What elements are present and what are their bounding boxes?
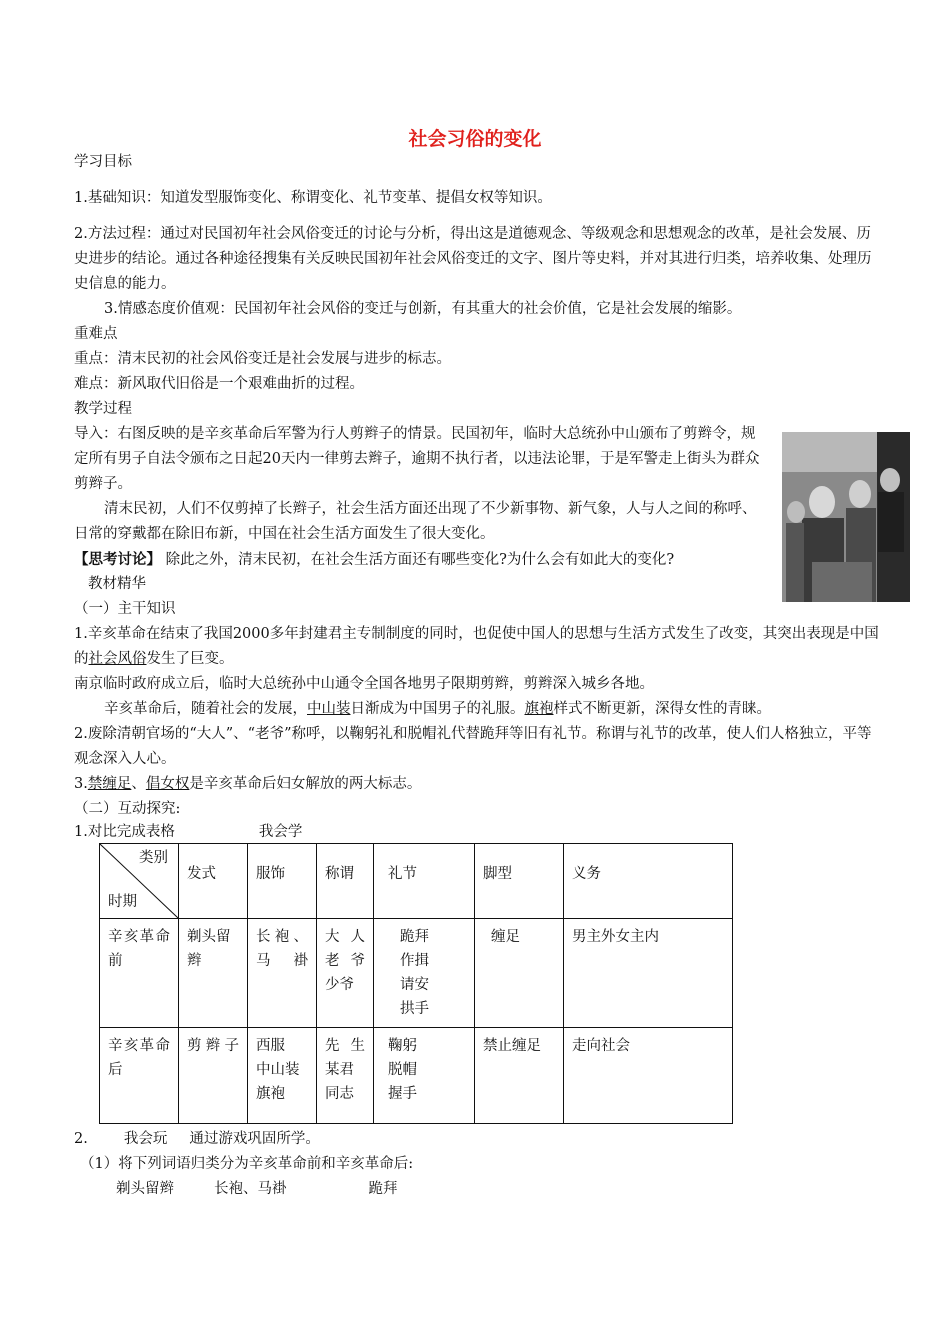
knowledge-1: 1.辛亥革命在结束了我国2000多年封建君主专制制度的同时，也促使中国人的思想与生活方式发生了改变，其突出表现是中国的社会风俗发生了巨变。 [74, 626, 879, 667]
etiquette-cell: 跪拜 作揖 请安 拱手 [374, 919, 475, 1028]
word-item: 长袍、马褂 [214, 1181, 287, 1197]
process-heading: 教学过程 [74, 401, 132, 417]
table-header: 服饰 [248, 844, 317, 919]
title-cell: 先生 某君 同志 [317, 1028, 374, 1124]
key-point: 重点：清末民初的社会风俗变迁是社会发展与进步的标志。 [74, 351, 451, 367]
word-list [116, 1177, 921, 1202]
table-header: 发式 [179, 844, 248, 919]
word-item: 跪拜 [368, 1181, 398, 1197]
period-cell: 辛亥革命后 [100, 1028, 179, 1124]
textbook-heading: 教材精华 [88, 576, 146, 592]
table-header: 脚型 [475, 844, 564, 919]
goal-2: 2.方法过程：通过对民国初年社会风俗变迁的讨论与分析，得出这是道德观念、等级观念和思想观念的改革，是社会发展、历史进步的结论。通过各种途径搜集有关反映民国初年社会风俗变迁的文字、图片等史料，并对其进行归类，培养收集、处理历史信息的能力。 [74, 226, 872, 292]
corner-category-label: 类别 [139, 850, 168, 866]
goal-1: 1.基础知识：知道发型服饰变化、称谓变化、礼节变革、提倡女权等知识。 [74, 190, 552, 206]
feet-cell: 禁止缠足 [475, 1028, 564, 1124]
hair-cell: 剪辫子 [179, 1028, 248, 1124]
discussion-label: 【思考讨论】 [74, 551, 161, 568]
section-2-heading: （二）互动探究: [74, 801, 181, 817]
discussion-text: 除此之外，清末民初，在社会生活方面还有哪些变化?为什么会有如此大的变化? [161, 552, 675, 568]
hair-cell: 剃头留辫 [179, 919, 248, 1028]
knowledge-2: 2.废除清朝官场的“大人”、“老爷”称呼，以鞠躬礼和脱帽礼代替跪拜等旧有礼节。称谓与礼节的改革，使人们人格独立，平等观念深入人心。 [74, 726, 872, 767]
intro-paragraph: 导入：右图反映的是辛亥革命后军警为行人剪辫子的情景。民国初年，临时大总统孙中山颁布了剪辫令，规定所有男子自法令颁布之日起20天内一律剪去辫子，逾期不执行者，以违法论罪，于是军警走上街头为群众剪辫子。 [74, 426, 760, 492]
task-1-sub: 我会学 [258, 824, 303, 840]
section-1-heading: （一）主干知识 [74, 601, 176, 617]
task-2-text: 通过游戏巩固所学。 [189, 1131, 320, 1147]
knowledge-3: 3.禁缠足、倡女权是辛亥革命后妇女解放的两大标志。 [74, 776, 422, 792]
task-2-label: 我会玩 [123, 1131, 168, 1147]
table-header: 礼节 [374, 844, 475, 919]
comparison-table [99, 843, 733, 1124]
table-header: 义务 [564, 844, 733, 919]
table-header: 称谓 [317, 844, 374, 919]
dress-cell: 长袍、马褂 [248, 919, 317, 1028]
difficult-point: 难点：新风取代旧俗是一个艰难曲折的过程。 [74, 376, 364, 392]
key-heading: 重难点 [74, 326, 118, 342]
table-corner-cell [100, 844, 179, 919]
word-item: 剃头留辫 [116, 1181, 174, 1197]
duty-cell: 走向社会 [564, 1028, 733, 1124]
goal-3: 3.情感态度价值观：民国初年社会风俗的变迁与创新，有其重大的社会价值，它是社会发展的缩影。 [104, 301, 742, 317]
task-1 [74, 820, 879, 845]
qipao-term: 旗袍 [524, 701, 554, 717]
feet-cell: 缠足 [475, 919, 564, 1028]
page-title: 社会习俗的变化 [408, 128, 542, 150]
knowledge-1-c: 南京临时政府成立后，临时大总统孙中山通令全国各地男子限期剪辫，剪辫深入城乡各地。 [74, 676, 654, 692]
social-customs-term: 社会风俗 [88, 651, 147, 667]
dress-cell: 西服 中山装 旗袍 [248, 1028, 317, 1124]
ban-footbinding-term: 禁缠足 [87, 776, 132, 792]
task-1-label: 1.对比完成表格 [74, 824, 175, 840]
womens-rights-term: 倡女权 [145, 776, 190, 792]
duty-cell: 男主外女主内 [564, 919, 733, 1028]
knowledge-1-d: 辛亥革命后，随着社会的发展，中山装日渐成为中国男子的礼服。旗袍样式不断更新，深得女性的青睐。 [104, 701, 771, 717]
zhongshan-suit-term: 中山装 [307, 701, 351, 717]
paragraph-2: 清末民初，人们不仅剪掉了长辫子，社会生活方面还出现了不少新事物、新气象，人与人之间的称呼、日常的穿戴都在除旧布新，中国在社会生活方面发生了很大变化。 [74, 501, 757, 542]
task-2-question: （1）将下列词语归类分为辛亥革命前和辛亥革命后: [80, 1156, 414, 1172]
discussion [74, 547, 879, 573]
title-cell: 大人 老爷 少爷 [317, 919, 374, 1028]
etiquette-cell: 鞠躬 脱帽 握手 [374, 1028, 475, 1124]
period-cell: 辛亥革命前 [100, 919, 179, 1028]
corner-period-label: 时期 [108, 894, 137, 910]
task-2: 2. 我会玩 通过游戏巩固所学。 [74, 1131, 320, 1147]
goals-heading: 学习目标 [74, 154, 132, 170]
